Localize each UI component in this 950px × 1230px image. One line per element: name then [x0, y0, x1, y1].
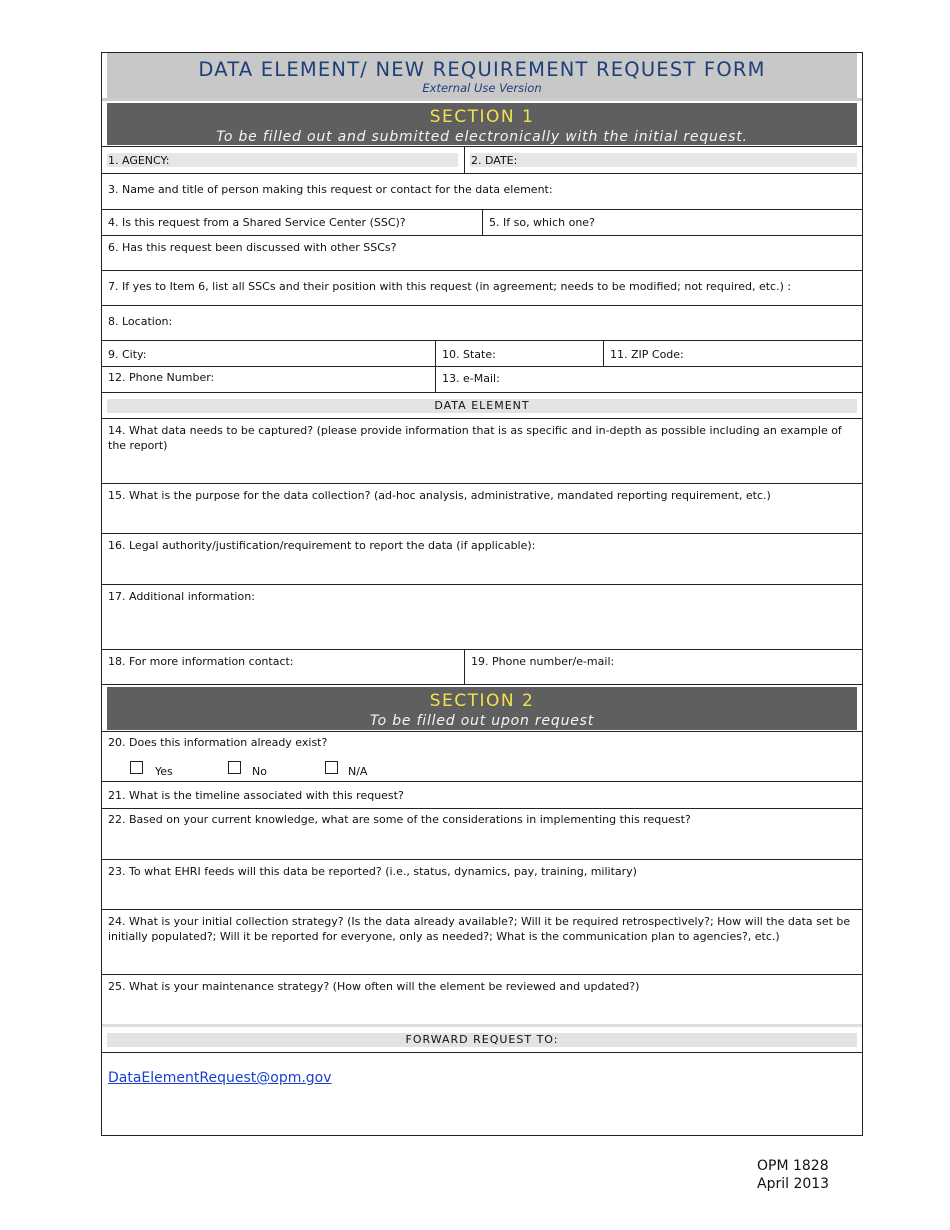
- zip-label: 11. ZIP Code:: [610, 348, 684, 361]
- email-field[interactable]: [435, 367, 862, 392]
- section1-header: [102, 101, 862, 147]
- considerations-label: 22. Based on your current knowledge, what are some of the considerations in implementing this request?: [108, 813, 691, 826]
- contact-phone-field[interactable]: [464, 650, 862, 684]
- considerations-field[interactable]: [102, 809, 862, 860]
- ssc-discussed-label: 6. Has this request been discussed with other SSCs?: [108, 241, 397, 254]
- state-label: 10. State:: [442, 348, 496, 361]
- additional-info-label: 17. Additional information:: [108, 590, 255, 603]
- ssc-discussed-field[interactable]: [102, 236, 862, 271]
- city-field[interactable]: [102, 341, 435, 366]
- purpose-field[interactable]: [102, 484, 862, 534]
- zip-field[interactable]: [603, 341, 862, 366]
- row-phone-email: [102, 367, 862, 393]
- ssc-list-label: 7. If yes to Item 6, list all SSCs and their position with this request (in agreement; needs to be modified; not required, etc.) :: [108, 280, 792, 293]
- ssc-list-field[interactable]: [102, 271, 862, 306]
- form-date: April 2013: [757, 1176, 830, 1192]
- forward-email-link[interactable]: DataElementRequest@opm.gov: [108, 1070, 332, 1086]
- purpose-label: 15. What is the purpose for the data collection? (ad-hoc analysis, administrative, mandated reporting requirement, etc.): [108, 489, 771, 502]
- data-element-header: [102, 393, 862, 419]
- no-label: No: [252, 765, 267, 778]
- agency-label: 1. AGENCY:: [108, 154, 170, 167]
- form-subtitle: External Use Version: [422, 81, 542, 95]
- ssc-question-label: 4. Is this request from a Shared Service Center (SSC)?: [108, 216, 406, 229]
- date-label: 2. DATE:: [471, 154, 518, 167]
- data-captured-label: 14. What data needs to be captured? (please provide information that is as specific and in-depth as possible including an example of the report): [108, 424, 842, 452]
- forward-request-title: FORWARD REQUEST TO:: [107, 1033, 857, 1047]
- form-header: [102, 53, 862, 101]
- request-form: [101, 52, 863, 1136]
- contact-field[interactable]: [102, 650, 464, 684]
- section1-title: SECTION 1: [429, 107, 535, 127]
- phone-field[interactable]: [102, 367, 435, 392]
- ssc-which-field[interactable]: [482, 210, 862, 235]
- requester-name-field[interactable]: [102, 174, 862, 210]
- na-label: N/A: [348, 765, 368, 778]
- agency-field[interactable]: [102, 147, 464, 173]
- city-label: 9. City:: [108, 348, 147, 361]
- maintenance-strategy-field[interactable]: [102, 975, 862, 1027]
- contact-label: 18. For more information contact:: [108, 655, 294, 668]
- forward-request-header: [102, 1027, 862, 1053]
- legal-authority-field[interactable]: [102, 534, 862, 585]
- section1-bar: [107, 103, 857, 145]
- email-label: 13. e-Mail:: [442, 372, 500, 385]
- section2-bar: [107, 687, 857, 730]
- yes-checkbox[interactable]: [130, 761, 143, 774]
- info-exists-field: [102, 732, 862, 782]
- ehri-feeds-label: 23. To what EHRI feeds will this data be reported? (i.e., status, dynamics, pay, training, military): [108, 865, 637, 878]
- forward-email-area: [102, 1053, 862, 1135]
- title-bar: [107, 53, 857, 98]
- legal-authority-label: 16. Legal authority/justification/requirement to report the data (if applicable):: [108, 539, 536, 552]
- collection-strategy-label: 24. What is your initial collection strategy? (Is the data already available?; Will it be required retrospectively?; How will the data set be initially populated?; Will it be reported for everyone, only as needed?; What is the communication plan to agencies?, etc.): [108, 915, 851, 943]
- ssc-question-field[interactable]: [102, 210, 482, 235]
- yes-label: Yes: [155, 765, 173, 778]
- date-field[interactable]: [464, 147, 862, 173]
- form-title: DATA ELEMENT/ NEW REQUIREMENT REQUEST FORM: [198, 58, 766, 81]
- additional-info-field[interactable]: [102, 585, 862, 650]
- section1-subtitle: To be filled out and submitted electronically with the initial request.: [216, 129, 748, 145]
- data-captured-field[interactable]: [102, 419, 862, 484]
- ehri-feeds-field[interactable]: [102, 860, 862, 910]
- form-footer: [757, 1157, 829, 1193]
- contact-phone-label: 19. Phone number/e-mail:: [471, 655, 615, 668]
- na-checkbox[interactable]: [325, 761, 338, 774]
- info-exists-label: 20. Does this information already exist?: [108, 736, 328, 749]
- maintenance-strategy-label: 25. What is your maintenance strategy? (How often will the element be reviewed and updated?): [108, 980, 640, 993]
- timeline-label: 21. What is the timeline associated with this request?: [108, 789, 404, 802]
- form-number: OPM 1828: [757, 1158, 829, 1174]
- location-label: 8. Location:: [108, 315, 173, 328]
- collection-strategy-field[interactable]: [102, 910, 862, 975]
- location-field[interactable]: [102, 306, 862, 341]
- section2-subtitle: To be filled out upon request: [369, 713, 595, 729]
- row-contact: [102, 650, 862, 685]
- timeline-field[interactable]: [102, 782, 862, 809]
- section2-title: SECTION 2: [429, 691, 535, 711]
- requester-name-label: 3. Name and title of person making this request or contact for the data element:: [108, 183, 553, 196]
- no-checkbox[interactable]: [228, 761, 241, 774]
- state-field[interactable]: [435, 341, 603, 366]
- row-city-state-zip: [102, 341, 862, 367]
- section2-header: [102, 685, 862, 732]
- row-ssc: [102, 210, 862, 236]
- data-element-title: DATA ELEMENT: [107, 399, 857, 413]
- row-agency-date: [102, 147, 862, 174]
- ssc-which-label: 5. If so, which one?: [489, 216, 595, 229]
- phone-label: 12. Phone Number:: [108, 371, 215, 384]
